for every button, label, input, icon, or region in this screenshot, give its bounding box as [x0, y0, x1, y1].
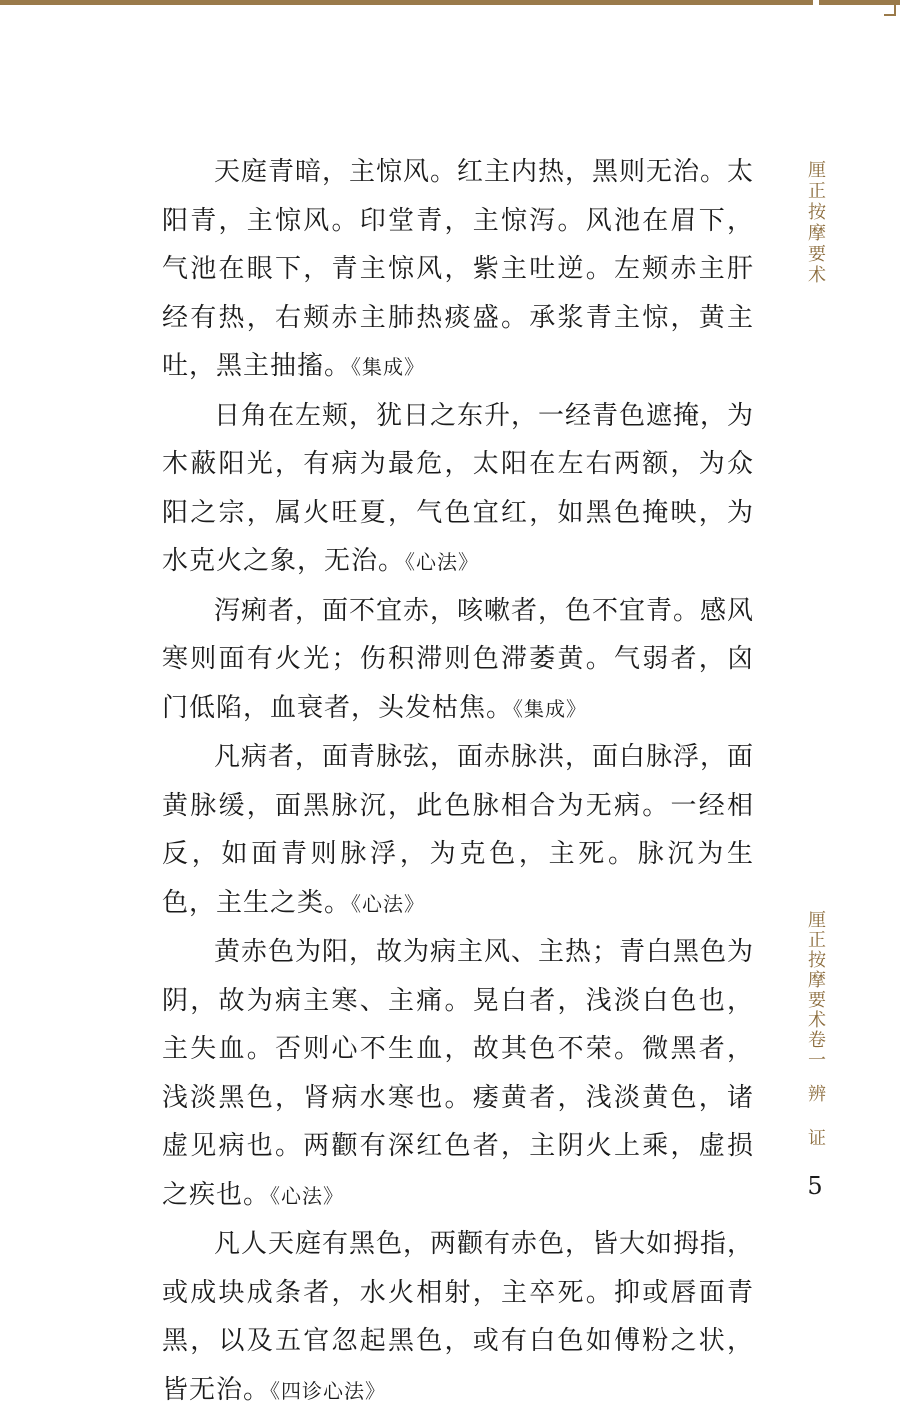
source-citation: 《心法》 — [270, 1183, 345, 1208]
source-citation: 《心法》 — [351, 891, 426, 916]
running-head-bottom: 厘正按摩要术卷一 — [805, 910, 826, 1070]
paragraph — [162, 733, 754, 928]
corner-ornament — [884, 4, 896, 16]
paragraph — [162, 1220, 754, 1415]
chapter-label: 辨证 — [805, 1084, 826, 1172]
paragraph-text: 天庭青暗，主惊风。红主内热，黑则无治。太阳青，主惊风。印堂青，主惊泻。风池在眉下，气池在眼下，青主惊风，紫主吐逆。左颊赤主肝经有热，右颊赤主肺热痰盛。承浆青主惊，黄主吐，黑主抽搐。 — [162, 157, 755, 381]
running-head-top: 厘正按摩要术 — [805, 160, 826, 286]
paragraph-text: 凡人天庭有黑色，两颧有赤色，皆大如拇指，或成块成条者，水火相射，主卒死。抑或唇面青黑，以及五官忽起黑色，或有白色如傅粉之状，皆无治。 — [162, 1229, 755, 1405]
source-citation: 《四诊心法》 — [270, 1378, 387, 1403]
source-citation: 《集成》 — [351, 355, 426, 379]
source-citation: 《集成》 — [513, 696, 588, 721]
paragraph-text: 日角在左颊，犹日之东升，一经青色遮掩，为木蔽阳光，有病为最危，太阳在左右两额，为众阳之宗，属火旺夏，气色宜红，如黑色掩映，为水克火之象，无治。 — [162, 400, 755, 576]
paragraph — [162, 587, 754, 734]
body-text — [162, 148, 754, 1415]
source-citation: 《心法》 — [405, 550, 480, 574]
page-number: 5 — [807, 1172, 823, 1200]
paragraph-text: 凡病者，面青脉弦，面赤脉洪，面白脉浮，面黄脉缓，面黑脉沉，此色脉相合为无病。一经相反，如面青则脉浮，为克色，主死。脉沉为生色，主生之类。 — [162, 742, 755, 918]
paragraph-text: 泻痢者，面不宜赤，咳嗽者，色不宜青。感风寒则面有火光；伤积滞则色滞萎黄。气弱者，囟门低陷，血衰者，头发枯焦。 — [162, 595, 755, 723]
paragraph-text: 黄赤色为阳，故为病主风、主热；青白黑色为阴，故为病主寒、主痛。晃白者，浅淡白色也，主失血。否则心不生血，故其色不荣。微黑者，浅淡黑色，肾病水寒也。痿黄者，浅淡黄色，诸虚见病也。两颧有深红色者，主阴火上乘，虚损之疾也。 — [162, 937, 755, 1210]
paragraph — [162, 928, 754, 1220]
top-border-rule — [0, 0, 813, 5]
paragraph — [162, 392, 754, 587]
paragraph — [162, 148, 754, 392]
